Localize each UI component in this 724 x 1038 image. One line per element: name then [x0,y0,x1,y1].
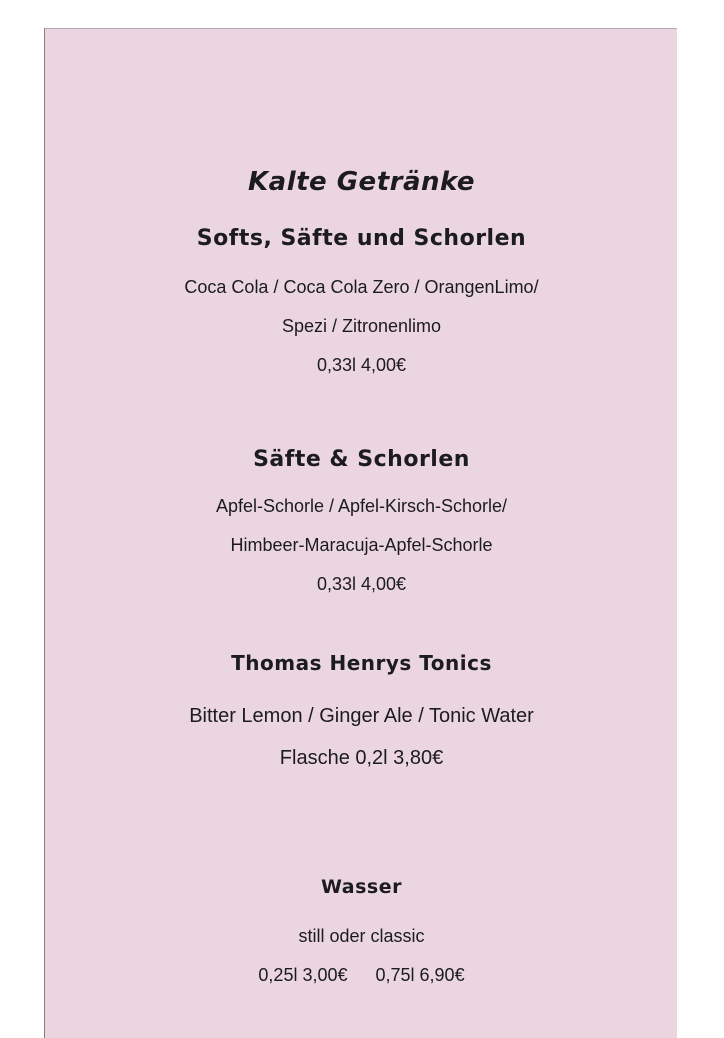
menu-title: Kalte Getränke [248,167,475,197]
menu-price: 0,33l 4,00€ [316,355,407,375]
menu-item-line: Spezi / Zitronenlimo [281,316,442,336]
menu-page [44,28,677,1038]
section-heading-tonics: Thomas Henrys Tonics [231,651,492,675]
section-heading-wasser: Wasser [321,876,402,898]
menu-item-line: Bitter Lemon / Ginger Ale / Tonic Water [189,705,534,727]
menu-item-line: Himbeer-Maracuja-Apfel-Schorle [230,535,493,555]
menu-item-line: Coca Cola / Coca Cola Zero / OrangenLimo/ [184,277,539,297]
menu-price: 0,33l 4,00€ [316,574,407,594]
menu-price-large: 0,75l 6,90€ [375,965,465,985]
menu-price-small: 0,25l 3,00€ [258,965,348,985]
section-heading-softs: Softs, Säfte und Schorlen [196,226,527,251]
section-heading-saefte: Säfte & Schorlen [253,447,470,472]
menu-price: Flasche 0,2l 3,80€ [279,747,444,769]
menu-item-line: Apfel-Schorle / Apfel-Kirsch-Schorle/ [215,496,508,516]
menu-item-line: still oder classic [298,926,425,946]
menu-price-row [45,965,678,986]
